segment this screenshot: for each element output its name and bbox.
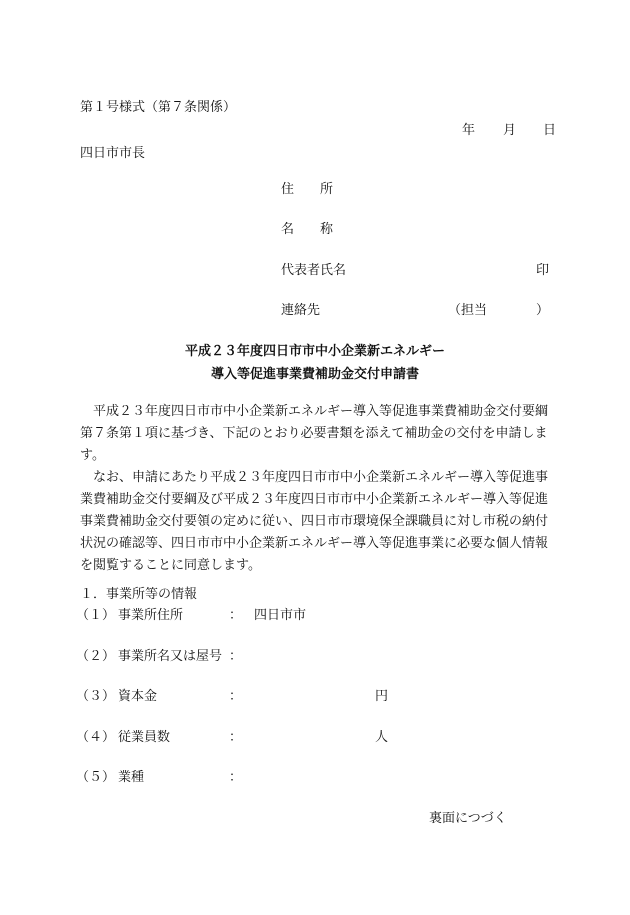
contact-label: 連絡先 <box>281 303 321 318</box>
item-label: 資本金 <box>118 689 158 704</box>
item-label: 事業所住所 <box>118 608 184 623</box>
person-in-charge-label: （担当 <box>448 303 488 318</box>
form-label: 第１号様式（第７条関係） <box>80 100 237 115</box>
seal-mark: 印 <box>536 263 550 278</box>
continued-note: 裏面につづく <box>429 811 507 826</box>
item-number: （４） <box>76 730 116 745</box>
section-heading: １．事業所等の情報 <box>80 587 198 602</box>
date-year-label: 年 <box>462 123 476 138</box>
item-value: 四日市市 <box>254 608 307 623</box>
item-unit: 人 <box>375 730 389 745</box>
date-day-label: 日 <box>543 123 557 138</box>
item-colon: ： <box>229 689 243 704</box>
item-number: （３） <box>76 689 116 704</box>
item-unit: 円 <box>375 689 389 704</box>
date-month-label: 月 <box>503 123 517 138</box>
item-label: 業種 <box>118 770 145 785</box>
item-colon: ： <box>229 770 243 785</box>
body-paragraph-1: 平成２３年度四日市市中小企業新エネルギー導入等促進事業費補助金交付要綱第７条第１項に基づき、下記のとおり必要書類を添えて補助金の交付を申請します。 <box>80 404 549 463</box>
item-colon: ： <box>229 730 243 745</box>
body-paragraph-2: なお、申請にあたり平成２３年度四日市市中小企業新エネルギー導入等促進事業費補助金交付要綱及び平成２３年度四日市市中小企業新エネルギー導入等促進事業費補助金交付要領の定めに従い、四日市市環境保全課職員に対し市税の納付状況の確認等、四日市市中小企業新エネルギー導入等促進事業に必要な個人情報を閲覧することに同意します。 <box>80 470 549 573</box>
item-colon: ： <box>229 649 243 664</box>
representative-label: 代表者氏名 <box>281 263 347 278</box>
item-colon: ： <box>229 608 243 623</box>
person-in-charge-close: ） <box>536 303 550 318</box>
item-label: 従業員数 <box>118 730 171 745</box>
item-number: （１） <box>76 608 116 623</box>
item-label: 事業所名又は屋号 <box>118 649 223 664</box>
address-label: 住 所 <box>281 182 334 197</box>
addressee: 四日市市長 <box>80 146 146 161</box>
title-line-2: 導入等促進事業費補助金交付申請書 <box>210 367 419 382</box>
item-number: （２） <box>76 649 116 664</box>
item-number: （５） <box>76 770 116 785</box>
title-line-1: 平成２３年度四日市市中小企業新エネルギー <box>184 344 445 359</box>
name-label: 名 称 <box>281 222 334 237</box>
